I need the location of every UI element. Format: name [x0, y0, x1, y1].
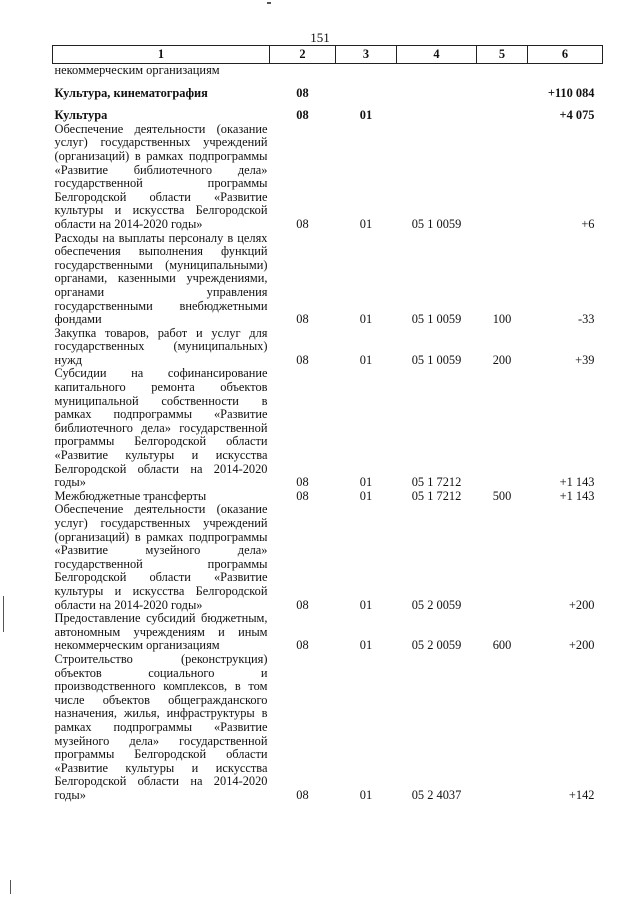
row-name: Культура [54, 108, 108, 123]
table-header-row [53, 46, 603, 64]
row-expense-type [477, 367, 528, 489]
row-section: 08 [296, 638, 309, 653]
row-name: Закупка товаров, работ и услуг для государственных (муниципальных) нужд [54, 325, 268, 367]
row-target-article [397, 64, 477, 78]
row-expense-type: 100 [492, 312, 512, 327]
table-row [53, 100, 603, 123]
row-target-article: 05 1 0059 [411, 312, 462, 327]
row-subsection: 01 [359, 216, 373, 231]
row-expense-type: 600 [492, 638, 512, 653]
row-section [270, 64, 336, 78]
table-row [53, 78, 603, 101]
row-subsection: 01 [359, 488, 373, 503]
row-amount: +200 [568, 597, 595, 612]
page-number: 151 [310, 30, 330, 45]
row-amount: +142 [568, 787, 595, 802]
row-section: 08 [296, 475, 309, 490]
table-row [53, 503, 603, 612]
row-expense-type: 200 [492, 352, 512, 367]
header-col-4: 4 [397, 46, 477, 64]
row-amount: +4 075 [559, 108, 595, 123]
row-subsection: 01 [359, 597, 373, 612]
row-name: Обеспечение деятельности (оказание услуг) государственных учреждений (организаций) в рамках подпрограммы «Развитие музейного дела» государственной программы Белгородской области «Развитие культуры и искусства Белгородской области на 2014-2020 годы» [54, 502, 268, 612]
row-section: 08 [296, 216, 309, 231]
row-amount: +6 [581, 216, 595, 231]
row-name: Расходы на выплаты персоналу в целях обеспечения выполнения функций государственными (муниципальными) органами, казенными учреждениями, органами управления государственными внебюджетными фондами [54, 230, 268, 327]
row-subsection: 01 [359, 312, 373, 327]
table-row [53, 123, 603, 232]
row-name: Межбюджетные трансферты [54, 488, 207, 503]
row-subsection [336, 64, 397, 78]
row-target-article: 05 2 0059 [411, 638, 462, 653]
row-expense-type [477, 503, 528, 612]
row-expense-type [477, 64, 528, 78]
row-subsection: 01 [359, 108, 373, 123]
row-section: 08 [296, 787, 309, 802]
header-col-6: 6 [528, 46, 603, 64]
table-row [53, 612, 603, 653]
row-name: Предоставление субсидий бюджетным, автономным учреждениям и иным некоммерческим организациям [54, 611, 268, 653]
header-col-2: 2 [270, 46, 336, 64]
row-target-article: 05 2 0059 [411, 597, 462, 612]
row-amount [528, 64, 603, 78]
table-row [53, 490, 603, 504]
row-target-article: 05 2 4037 [411, 787, 462, 802]
row-amount: +200 [568, 638, 595, 653]
row-section: 08 [296, 488, 309, 503]
row-subsection: 01 [359, 638, 373, 653]
row-target-article: 05 1 0059 [411, 352, 462, 367]
row-expense-type [477, 100, 528, 123]
row-subsection: 01 [359, 352, 373, 367]
row-amount: +1 143 [559, 475, 595, 490]
row-subsection [336, 78, 397, 101]
row-expense-type [477, 653, 528, 803]
table-row [53, 653, 603, 803]
row-subsection: 01 [359, 787, 373, 802]
row-section: 08 [296, 85, 309, 100]
scan-edge-mark-bottom-left [10, 880, 11, 894]
row-target-article: 05 1 7212 [411, 475, 462, 490]
header-col-5: 5 [477, 46, 528, 64]
row-name: Строительство (реконструкция) объектов социального и производственного комплексов, в том числе объектов общегражданского назначения, жилья, инфраструктуры в рамках подпрограммы «Развитие музейного дела» государственной программы Белгородской области «Развитие культуры и искусства Белгородской области на 2014-2020 годы» [54, 651, 268, 802]
table-row [53, 64, 603, 78]
header-col-1: 1 [53, 46, 270, 64]
scan-edge-mark-left [3, 596, 4, 632]
row-target-article [397, 100, 477, 123]
row-amount: +110 084 [547, 85, 595, 100]
table-row [53, 367, 603, 489]
header-col-3: 3 [336, 46, 397, 64]
table-row [53, 327, 603, 368]
row-subsection: 01 [359, 475, 373, 490]
table-row [53, 232, 603, 327]
row-section: 08 [296, 352, 309, 367]
row-name: некоммерческим организациям [54, 63, 220, 77]
row-expense-type [477, 78, 528, 101]
row-amount: +39 [575, 352, 595, 367]
row-expense-type [477, 123, 528, 232]
row-amount: +1 143 [559, 488, 595, 503]
row-section: 08 [296, 597, 309, 612]
row-target-article: 05 1 0059 [411, 216, 462, 231]
row-section: 08 [296, 108, 309, 123]
row-name: Субсидии на софинансирование капитального ремонта объектов муниципальной собственности в рамках подпрограммы «Развитие библиотечного дела» государственной программы Белгородской области «Развитие культуры и искусства Белгородской области на 2014-2020 годы» [54, 366, 268, 490]
table-body [53, 64, 603, 803]
row-target-article [397, 78, 477, 101]
row-target-article: 05 1 7212 [411, 488, 462, 503]
row-amount: -33 [577, 312, 595, 327]
row-expense-type: 500 [492, 488, 512, 503]
scan-edge-mark-top [267, 2, 271, 4]
row-name: Культура, кинематография [54, 85, 208, 100]
row-section: 08 [296, 312, 309, 327]
row-name: Обеспечение деятельности (оказание услуг) государственных учреждений (организаций) в рамках подпрограммы «Развитие библиотечного дела» государственной программы Белгородской области «Развитие культуры и искусства Белгородской области на 2014-2020 годы» [54, 121, 268, 231]
budget-table [52, 45, 603, 802]
